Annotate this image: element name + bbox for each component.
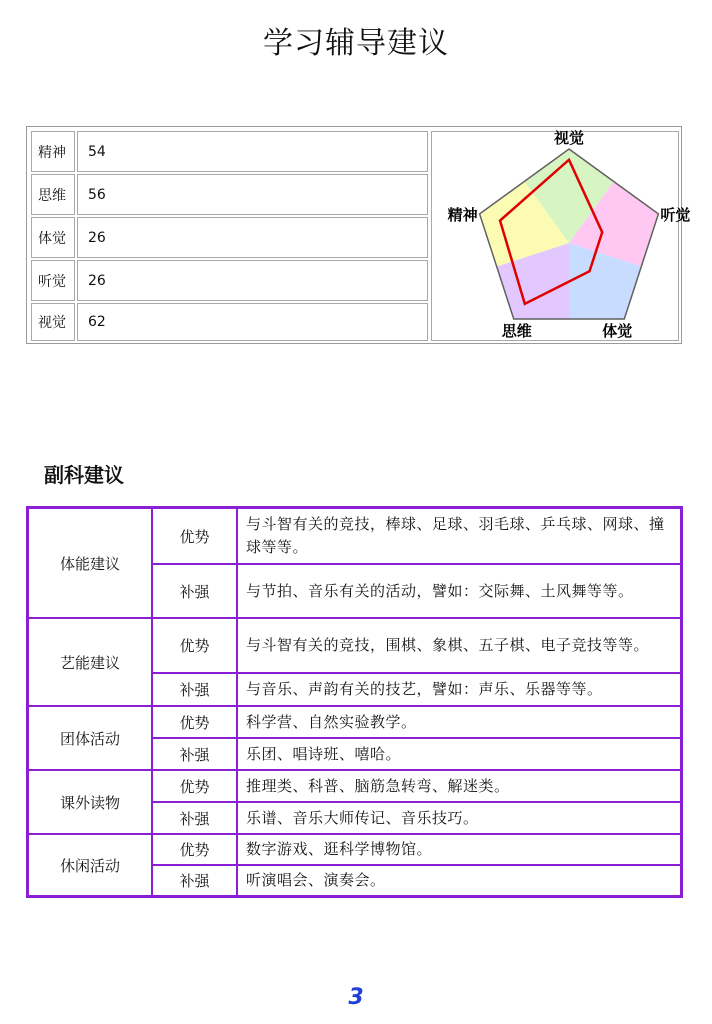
score-value-thinking: 56 — [77, 174, 428, 215]
advice-category: 体能建议 — [28, 508, 152, 618]
advice-text: 与斗智有关的竞技，围棋、象棋、五子棋、电子竞技等等。 — [237, 618, 681, 673]
radar-axis-label-body: 体觉 — [602, 322, 633, 341]
advice-type: 补强 — [152, 673, 237, 706]
radar-axis-label-audio: 听觉 — [660, 205, 691, 224]
advice-text: 数字游戏、逛科学博物馆。 — [237, 834, 681, 865]
advice-text: 乐团、唱诗班、嘻哈。 — [237, 738, 681, 770]
advice-category: 休闲活动 — [28, 834, 152, 896]
advice-type: 优势 — [152, 770, 237, 802]
page-number: 3 — [348, 985, 364, 1010]
advice-type: 优势 — [152, 508, 237, 564]
advice-text: 科学营、自然实验教学。 — [237, 706, 681, 738]
score-value-spirit: 54 — [77, 131, 428, 172]
score-label-body: 体觉 — [31, 217, 75, 258]
advice-text: 与斗智有关的竞技，棒球、足球、羽毛球、乒乓球、网球、撞球等等。 — [237, 508, 681, 564]
radar-axis-label-spirit: 精神 — [447, 205, 478, 224]
score-label-thinking: 思维 — [31, 174, 75, 215]
advice-type: 优势 — [152, 834, 237, 865]
advice-type: 优势 — [152, 706, 237, 738]
advice-text: 与节拍、音乐有关的活动，譬如：交际舞、土风舞等等。 — [237, 564, 681, 618]
advice-table — [26, 506, 683, 898]
score-value-body: 26 — [77, 217, 428, 258]
advice-text: 乐谱、音乐大师传记、音乐技巧。 — [237, 802, 681, 834]
advice-type: 补强 — [152, 802, 237, 834]
page-title: 学习辅导建议 — [263, 26, 449, 61]
advice-category: 艺能建议 — [28, 618, 152, 706]
score-label-audio: 听觉 — [31, 260, 75, 301]
score-value-visual: 62 — [77, 303, 428, 341]
radar-axis-label-visual: 视觉 — [553, 129, 585, 147]
advice-type: 补强 — [152, 564, 237, 618]
advice-type: 补强 — [152, 738, 237, 770]
score-value-audio: 26 — [77, 260, 428, 301]
score-table — [26, 126, 691, 344]
score-label-visual: 视觉 — [31, 303, 75, 341]
radar-axis-label-thinking: 思维 — [501, 322, 532, 341]
radar-chart — [431, 129, 691, 341]
section-title: 副科建议 — [44, 463, 124, 487]
score-label-spirit: 精神 — [31, 131, 75, 172]
advice-type: 补强 — [152, 865, 237, 896]
advice-category: 团体活动 — [28, 706, 152, 770]
advice-text: 推理类、科普、脑筋急转弯、解迷类。 — [237, 770, 681, 802]
advice-category: 课外读物 — [28, 770, 152, 834]
advice-type: 优势 — [152, 618, 237, 673]
radar-svg — [432, 129, 691, 341]
advice-text: 听演唱会、演奏会。 — [237, 865, 681, 896]
advice-text: 与音乐、声韵有关的技艺，譬如：声乐、乐器等等。 — [237, 673, 681, 706]
